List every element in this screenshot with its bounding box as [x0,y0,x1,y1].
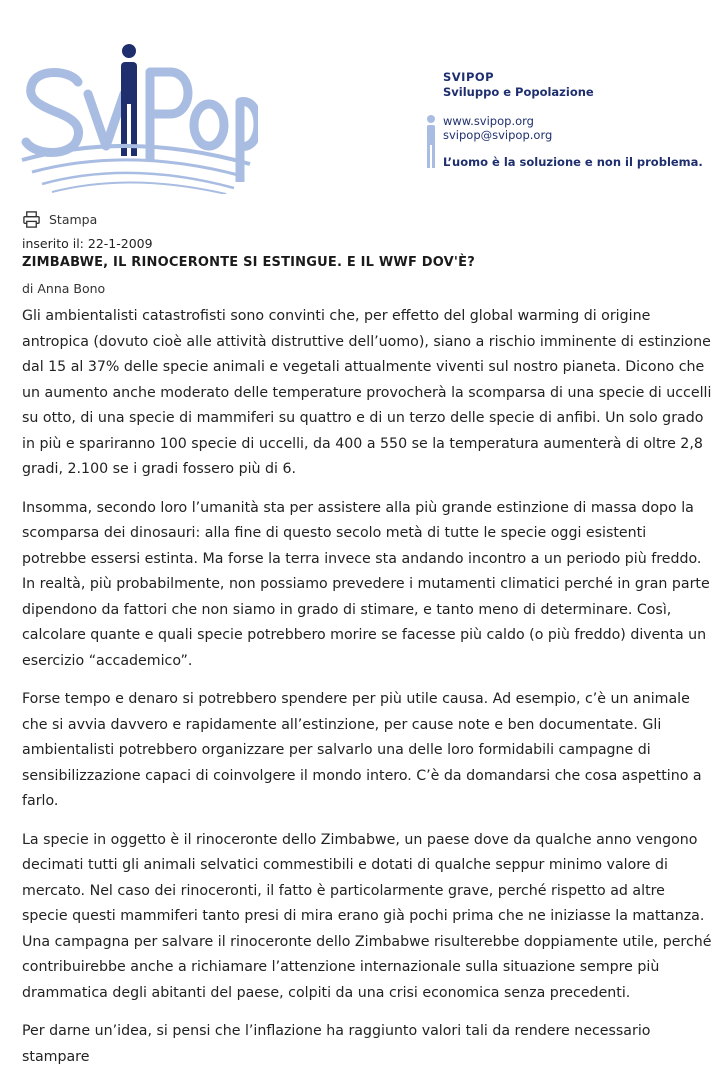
article-paragraph: La specie in oggetto è il rinoceronte dello Zimbabwe, un paese dove da qualche anno vengono decimati tutti gli animali selvatici commestibili e dotati di qualche seppur minimo valore di mercato. Nel caso dei rinoceronti, il fatto è particolarmente grave, perché rispetto ad altre specie questi mammiferi tanto presi di mira erano già pochi prima che ne iniziasse la mattanza. Una campagna per salvare il rinoceronte dello Zimbabwe risulterebbe doppiamente utile, perché contribuirebbe anche a richiamare l’attenzione internazionale sulla situazione sempre più drammatica degli abitanti del paese, colpiti da una crisi economica senza precedenti. [22,831,712,1001]
site-header [0,0,724,200]
email-link[interactable]: svipop@svipop.org [443,128,553,142]
article-paragraph: Insomma, secondo loro l’umanità sta per assistere alla più grande estinzione di massa dopo la scomparsa dei dinosauri: alla fine di questo secolo metà di tutte le specie oggi esistenti potrebbe essersi estinta. Ma forse la terra invece sta andando incontro a un periodo più freddo. In realtà, più probabilmente, non possiamo prevedere i mutamenti climatici perché in gran parte dipendono da fattori che non siamo in grado di stimare, e tanto meno di determinare. Così, calcolare quante e quali specie potrebbero morire se facesse più caldo (o più freddo) diventa un esercizio “accademico”. [22,499,710,669]
print-control[interactable] [22,209,97,229]
brand-name: SVIPOP [443,70,495,84]
brand-block [424,70,720,180]
website-link[interactable]: www.svipop.org [443,114,534,128]
slogan: L’uomo è la soluzione e non il problema. [443,155,703,169]
man-silhouette-icon [424,114,438,170]
brand-subtitle: Sviluppo e Popolazione [443,85,594,99]
article-title: ZIMBABWE, IL RINOCERONTE SI ESTINGUE. E IL WWF DOV'È? [22,255,475,270]
article-author: di Anna Bono [22,281,106,296]
svipop-logo[interactable] [18,42,258,194]
print-link[interactable]: Stampa [49,211,98,227]
article-paragraph: Forse tempo e denaro si potrebbero spendere per più utile causa. Ad esempio, c’è un animale che si avvia davvero e rapidamente all’estinzione, per cause note e ben documentate. Gli ambientalisti potrebbero organizzare per salvarlo una delle loro formidabili campagne di sensibilizzazione capaci di coinvolgere il mondo intero. C’è da domandarsi che cosa aspettino a farlo. [22,691,702,809]
printer-icon[interactable] [22,210,41,229]
publish-date: inserito il: 22-1-2009 [22,236,153,251]
article-body [22,304,712,1083]
article-paragraph: Gli ambientalisti catastrofisti sono convinti che, per effetto del global warming di origine antropica (dovuto cioè alle attività distruttive dell’uomo), siano a rischio imminente di estinzione dal 15 al 37% delle specie animali e vegetali attualmente viventi sul nostro pianeta. Dicono che un aumento anche moderato delle temperature provocherà la scomparsa di una specie di uccelli su otto, di una specie di mammiferi su quattro e di un terzo delle specie di anfibi. Un solo grado in più e spariranno 100 specie di uccelli, da 400 a 550 se la temperatura aumenterà di oltre 2,8 gradi, 2.100 se i gradi fossero più di 6. [22,308,712,477]
article-paragraph: Per darne un’idea, si pensi che l’inflazione ha raggiunto valori tali da rendere necessario stampare [22,1023,651,1065]
